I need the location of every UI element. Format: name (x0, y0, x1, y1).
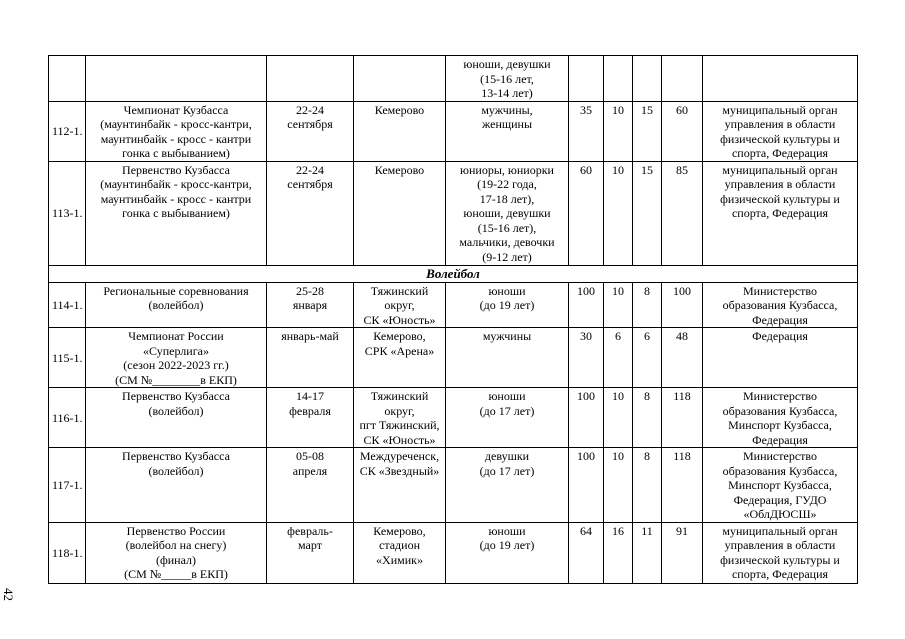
participants-line: 17-18 лет), (479, 191, 535, 206)
organizer-line: Федерация (752, 312, 808, 327)
event-name-line: (волейбол) (148, 298, 204, 312)
participants (446, 448, 569, 523)
event-name (86, 161, 267, 265)
event-place-line: Междуреченск, (359, 449, 440, 463)
count-col-3: 8 (633, 448, 662, 523)
row-number: 112-1. (49, 101, 86, 161)
event-place-line: СК «Звездный» (359, 463, 440, 478)
organizer-line: образования Кузбасса, (722, 463, 838, 478)
event-name-line: (волейбол) (148, 463, 204, 478)
count-col-3: 15 (633, 101, 662, 161)
organizer-line: образования Кузбасса, (722, 298, 838, 312)
count-col-2: 10 (604, 388, 633, 448)
event-dates (267, 56, 354, 102)
event-name-line: Первенство Кузбасса (122, 162, 230, 177)
count-total: 118 (662, 448, 703, 523)
count-col-2: 16 (604, 522, 633, 583)
participants-line: мальчики, девочки (459, 235, 555, 249)
organizer-line: спорта, Федерация (731, 146, 829, 160)
event-place-line: Тяжинский (370, 389, 429, 403)
count-col-1: 30 (569, 328, 604, 388)
count-total: 118 (662, 388, 703, 448)
event-name-line: (маунтинбайк - кросс-кантри, (100, 117, 252, 131)
event-name (86, 522, 267, 583)
event-place (354, 448, 446, 523)
organizer (703, 56, 858, 102)
event-name-line: (волейбол на снегу) (125, 538, 227, 552)
count-col-1 (569, 56, 604, 102)
organizer-line: Федерация (752, 329, 808, 343)
event-name (86, 448, 267, 523)
event-dates (267, 328, 354, 388)
participants-line: (до 17 лет) (479, 403, 535, 418)
table-row (49, 56, 858, 102)
event-name-line: (СМ №________в ЕКП) (115, 372, 237, 387)
participants-line: женщины (481, 117, 533, 131)
participants-line: юноши, девушки (463, 57, 551, 71)
event-place (354, 282, 446, 328)
organizer-line: управления в области (724, 117, 836, 131)
organizer-line: Министерство (743, 389, 817, 403)
participants (446, 161, 569, 265)
event-place (354, 522, 446, 583)
table-row (49, 448, 858, 523)
participants (446, 522, 569, 583)
event-place-line: СК «Юность» (363, 432, 436, 447)
event-place (354, 328, 446, 388)
event-dates-line: 25-28 (296, 283, 324, 298)
organizer-line: «ОблДЮСШ» (743, 507, 817, 521)
event-name-line: (финал) (155, 552, 197, 567)
participants-line: (до 19 лет) (479, 538, 535, 552)
count-col-1: 100 (569, 388, 604, 448)
row-number: 117-1. (49, 448, 86, 523)
event-dates-line: сентября (287, 117, 333, 131)
event-name-line: Чемпионат Кузбасса (123, 102, 229, 117)
count-total: 100 (662, 282, 703, 328)
count-total: 85 (662, 161, 703, 265)
event-dates (267, 101, 354, 161)
count-col-3: 6 (633, 328, 662, 388)
event-name-line: (сезон 2022-2023 гг.) (123, 358, 229, 372)
participants-line: юноши, девушки (463, 206, 551, 220)
participants-line: (до 17 лет) (479, 463, 535, 478)
organizer-line: управления в области (724, 177, 836, 191)
organizer-line: спорта, Федерация (731, 567, 829, 581)
count-col-3: 11 (633, 522, 662, 583)
event-name-line: (маунтинбайк - кросс-кантри, (100, 177, 252, 191)
participants-line: (19-22 года, (477, 177, 537, 191)
event-dates-line: 22-24 (296, 162, 324, 177)
table-row (49, 328, 858, 388)
participants-line: (15-16 лет, (480, 71, 534, 86)
organizer (703, 161, 858, 265)
count-col-3: 8 (633, 282, 662, 328)
count-col-2 (604, 56, 633, 102)
event-name-line: Региональные соревнования (103, 283, 249, 298)
table-row (49, 101, 858, 161)
organizer-line: спорта, Федерация (731, 206, 829, 220)
row-number: 115-1. (49, 328, 86, 388)
organizer-line: муниципальный орган (722, 523, 838, 538)
organizer-line: Министерство (743, 283, 817, 298)
row-number: 113-1. (49, 161, 86, 265)
event-name (86, 101, 267, 161)
count-col-1: 100 (569, 448, 604, 523)
event-name-line: гонка с выбыванием) (122, 206, 230, 220)
organizer-line: муниципальный орган (722, 102, 838, 117)
competition-table (48, 55, 858, 584)
organizer-line: Федерация (752, 432, 808, 447)
event-place-line: Кемерово (374, 162, 425, 177)
organizer (703, 388, 858, 448)
organizer (703, 328, 858, 388)
event-dates-line: апреля (292, 463, 328, 478)
count-col-1: 35 (569, 101, 604, 161)
organizer-line: Минспорт Кузбасса, (728, 478, 832, 492)
event-name-line: Первенство России (126, 523, 226, 538)
event-place (354, 388, 446, 448)
count-col-2: 10 (604, 101, 633, 161)
event-dates (267, 448, 354, 523)
organizer (703, 448, 858, 523)
count-col-2: 10 (604, 448, 633, 523)
count-total (662, 56, 703, 102)
participants-line: (15-16 лет), (477, 220, 537, 235)
event-name-line: Первенство Кузбасса (122, 449, 230, 463)
table-row (49, 522, 858, 583)
event-dates-line: январь-май (281, 329, 339, 343)
count-col-3: 15 (633, 161, 662, 265)
event-dates-line: февраль- (287, 523, 333, 538)
event-place-line: СРК «Арена» (364, 343, 435, 358)
row-number: 116-1. (49, 388, 86, 448)
event-place-line: СК «Юность» (363, 312, 436, 327)
table-row (49, 161, 858, 265)
event-place-line: «Химик» (376, 552, 423, 567)
participants-line: мужчины, (481, 102, 533, 117)
event-name-line: маунтинбайк - кросс - кантри (100, 191, 252, 206)
event-name (86, 282, 267, 328)
event-dates-line: января (292, 298, 328, 312)
count-col-2: 10 (604, 161, 633, 265)
participants-line: мужчины (482, 329, 532, 343)
count-col-1: 60 (569, 161, 604, 265)
organizer-line: управления в области (724, 538, 836, 552)
participants-line: юноши (488, 283, 526, 298)
organizer-line: физической культуры и (720, 191, 840, 206)
event-place-line: Кемерово, (373, 329, 426, 343)
event-dates-line: февраля (289, 403, 331, 418)
count-col-2: 6 (604, 328, 633, 388)
event-dates-line: 22-24 (296, 102, 324, 117)
event-dates (267, 522, 354, 583)
count-total: 91 (662, 522, 703, 583)
participants (446, 328, 569, 388)
section-header (49, 265, 858, 282)
event-place-line: Тяжинский (370, 283, 429, 298)
event-dates-line: 14-17 (296, 389, 324, 403)
table-body-top (49, 56, 858, 266)
count-col-3: 8 (633, 388, 662, 448)
participants (446, 388, 569, 448)
event-name-line: «Суперлига» (143, 343, 209, 358)
participants-line: (9-12 лет) (482, 249, 532, 264)
participants-line: 13-14 лет) (481, 86, 533, 100)
event-place (354, 161, 446, 265)
participants-line: юноши (488, 389, 526, 403)
row-number: 114-1. (49, 282, 86, 328)
participants (446, 282, 569, 328)
participants-line: девушки (484, 449, 530, 463)
organizer-line: физической культуры и (720, 131, 840, 146)
count-total: 48 (662, 328, 703, 388)
participants (446, 101, 569, 161)
section-title: Волейбол (49, 265, 858, 282)
event-dates (267, 388, 354, 448)
table-row (49, 282, 858, 328)
organizer-line: физической культуры и (720, 552, 840, 567)
organizer-line: Министерство (743, 449, 817, 463)
count-total: 60 (662, 101, 703, 161)
event-dates-line: март (298, 538, 322, 552)
count-col-3 (633, 56, 662, 102)
organizer (703, 101, 858, 161)
event-name (86, 56, 267, 102)
event-name (86, 388, 267, 448)
event-place (354, 56, 446, 102)
event-dates-line: 05-08 (296, 449, 324, 463)
event-dates-line: сентября (287, 177, 333, 191)
participants-line: юниоры, юниорки (460, 162, 554, 177)
event-place (354, 101, 446, 161)
event-name-line: Чемпионат России (128, 329, 224, 343)
event-name-line: гонка с выбыванием) (122, 146, 230, 160)
organizer-line: Федерация, ГУДО (733, 492, 827, 507)
event-name-line: Первенство Кузбасса (122, 389, 230, 403)
event-place-line: Кемерово (374, 102, 425, 117)
count-col-1: 64 (569, 522, 604, 583)
table-body-volleyball (49, 282, 858, 583)
page-number: 42 (1, 588, 16, 601)
event-name-line: (СМ №_____в ЕКП) (124, 567, 228, 581)
event-name-line: (волейбол) (148, 403, 204, 418)
event-place-line: округ, (384, 403, 415, 418)
organizer-line: образования Кузбасса, (722, 403, 838, 418)
organizer (703, 522, 858, 583)
participants (446, 56, 569, 102)
event-dates (267, 282, 354, 328)
row-number (49, 56, 86, 102)
participants-line: (до 19 лет) (479, 298, 535, 312)
event-dates (267, 161, 354, 265)
organizer-line: Минспорт Кузбасса, (728, 418, 832, 432)
participants-line: юноши (488, 523, 526, 538)
organizer-line: муниципальный орган (722, 162, 838, 177)
event-name-line: маунтинбайк - кросс - кантри (100, 131, 252, 146)
event-place-line: Кемерово, (373, 523, 426, 538)
count-col-1: 100 (569, 282, 604, 328)
organizer (703, 282, 858, 328)
row-number: 118-1. (49, 522, 86, 583)
event-place-line: округ, (384, 298, 415, 312)
table-row (49, 388, 858, 448)
count-col-2: 10 (604, 282, 633, 328)
event-name (86, 328, 267, 388)
event-place-line: стадион (379, 538, 420, 552)
event-place-line: пгт Тяжинский, (359, 418, 440, 432)
